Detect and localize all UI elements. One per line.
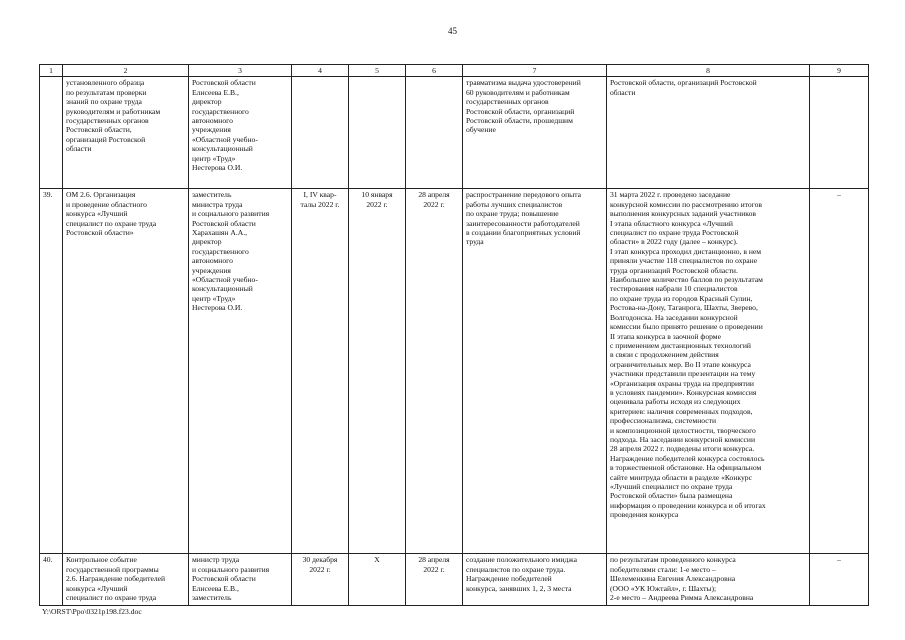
cell-line: Ростовской области, организаций <box>466 106 575 116</box>
cell-line: государственной программы <box>66 564 159 574</box>
cell-line: Волгодонска. На заседании конкурсной <box>610 312 738 322</box>
column-number-9: 9 <box>810 65 869 77</box>
info-cell <box>607 554 810 606</box>
cell-line: государственного <box>192 246 249 256</box>
start-date-cell <box>349 189 406 554</box>
column-number-4: 4 <box>292 65 349 77</box>
file-path-footer: Y:\ORST\Ppo\0321p198.f23.doc <box>42 607 142 616</box>
cell-line: Нестерова О.И. <box>192 163 243 173</box>
cell-line: Елисеева Е.В., <box>192 87 239 97</box>
cell-line: обучение <box>466 125 496 135</box>
cell-line: травматизма выдача удостоверений <box>466 78 581 88</box>
cell-line: ограничительных мер. Во II этапе конкурса <box>610 359 751 369</box>
page-number: 45 <box>448 26 457 36</box>
cell-line: распространение передового опыта <box>466 190 582 200</box>
cell-line: Ростовской области, <box>66 125 132 135</box>
cell-line: «Лучший специалист по охране труда <box>610 482 733 491</box>
cell-line: талы 2022 г. <box>300 199 340 209</box>
cell-line: Ростовской области, прошедшим <box>466 116 573 126</box>
cell-line: 2022 г. <box>423 199 445 209</box>
cell-line: Ростовской области» была размещена <box>610 491 733 501</box>
report-table <box>39 64 869 606</box>
info-cell <box>607 77 810 189</box>
cell-line: конкурсной комиссии по рассмотрению итогов <box>610 199 762 209</box>
cell-line: критериев: наличия современных подходов, <box>610 406 753 416</box>
cell-line: автономного <box>192 116 233 126</box>
cell-line: сайте минтруда области в разделе «Конкурс <box>610 472 752 482</box>
row-number-cell: 39. <box>40 189 63 554</box>
period-cell <box>292 77 349 189</box>
end-date-cell <box>406 77 463 189</box>
cell-line: труда <box>466 237 484 247</box>
row-number-cell <box>40 77 63 189</box>
start-date-cell <box>349 554 406 606</box>
cell-line: Шелеменкина Евгения Александровна <box>610 574 736 584</box>
cell-line: консультационный <box>192 144 253 154</box>
cell-line: организаций Ростовской <box>66 134 146 144</box>
info-cell <box>607 189 810 554</box>
column-number-1: 1 <box>40 65 63 77</box>
cell-line: приняли участие 118 специалистов по охране <box>610 256 758 266</box>
cell-line: и композиционной целостности, творческого <box>610 425 756 435</box>
cell-line: Нестерова О.И. <box>192 303 243 313</box>
cell-line: в связи с продолжением действия <box>610 350 719 360</box>
cell-line: II этапа конкурса в заочной форме <box>610 331 721 341</box>
cell-line: государственного <box>192 106 249 116</box>
note-cell: – <box>810 554 869 606</box>
row-number-cell: 40. <box>40 554 63 606</box>
cell-line: автономного <box>192 256 233 266</box>
cell-line: выполнения конкурсных заданий участников <box>610 209 756 219</box>
cell-line: специалист по охране труда Ростовской <box>610 228 739 238</box>
end-date-cell <box>406 554 463 606</box>
cell-line: в торжественной обстановке. На официальном <box>610 463 762 473</box>
cell-line: конкурса «Лучший <box>66 209 128 219</box>
cell-line: 60 руководителям и работникам <box>466 87 570 97</box>
cell-line: «Областной учебно- <box>192 134 258 144</box>
column-number-7: 7 <box>463 65 607 77</box>
cell-line: специалистов по охране труда. <box>466 564 566 574</box>
cell-line: руководителям и работникам <box>66 106 161 116</box>
cell-line: работы лучших специалистов <box>466 199 563 209</box>
cell-line: заместитель <box>192 190 232 200</box>
cell-line: проведения конкурса <box>610 510 679 520</box>
cell-line: 28 апреля 2022 г. подведены итоги конкурса. <box>610 444 755 454</box>
cell-line: государственных органов <box>66 116 149 126</box>
cell-line: «Организация охраны труда на предприятии <box>610 378 754 388</box>
cell-line: Ростова-на-Дону, Таганрога, Шахты, Зверево, <box>610 303 758 313</box>
event-cell <box>63 554 189 606</box>
cell-line: центр «Труд» <box>192 153 236 163</box>
cell-line: заместитель <box>192 593 232 603</box>
cell-line: по результатам проверки <box>66 87 147 97</box>
column-number-8: 8 <box>607 65 810 77</box>
responsible-cell <box>189 554 292 606</box>
period-cell <box>292 554 349 606</box>
cell-line: 2022 г. <box>366 199 388 209</box>
cell-line: директор <box>192 97 222 107</box>
cell-line: установленного образца <box>66 78 145 88</box>
cell-line: Елисеева Е.В., <box>192 583 239 593</box>
cell-line: учреждения <box>192 265 231 275</box>
cell-line: с применением дистанционных технологий <box>610 340 751 350</box>
table-row <box>40 554 869 606</box>
cell-line: Ростовской области, организаций Ростовской <box>610 78 757 88</box>
cell-line: создание положительного имиджа <box>466 555 577 565</box>
cell-line: государственных органов <box>466 97 549 107</box>
table-row <box>40 77 869 189</box>
cell-line: 2022 г. <box>423 564 445 574</box>
cell-line: ОМ 2.6. Организация <box>66 190 136 200</box>
cell-line: Наибольшее количество баллов по результатам <box>610 275 763 285</box>
cell-line: оценивала работы исходя из следующих <box>610 397 741 407</box>
cell-line: министр труда <box>192 555 240 565</box>
cell-line: 31 марта 2022 г. проведено заседание <box>610 190 731 200</box>
cell-line: Харахашян А.А., <box>192 228 248 238</box>
column-number-2: 2 <box>63 65 189 77</box>
cell-line: учреждения <box>192 125 231 135</box>
cell-line: по результатам проведенного конкурса <box>610 555 736 565</box>
cell-line: Ростовской области» <box>66 228 134 238</box>
cell-line: центр «Труд» <box>192 293 236 303</box>
cell-line: в создании благоприятных условий <box>466 228 581 238</box>
cell-line: по охране труда из городов Красный Сулин, <box>610 293 753 303</box>
cell-line: 2-е место – Андреева Римма Александровна <box>610 593 754 603</box>
column-number-3: 3 <box>189 65 292 77</box>
cell-line: тестирования набрали 10 специалистов <box>610 284 738 294</box>
cell-line: Ростовской области <box>192 574 256 584</box>
cell-line: Награждение победителей конкурса состоялось <box>610 453 765 463</box>
cell-line: области» в 2022 году (далее – конкурс). <box>610 237 738 247</box>
cell-line: в условиях пандемии». Конкурсная комиссия <box>610 387 757 397</box>
responsible-cell <box>189 77 292 189</box>
end-date-cell <box>406 189 463 554</box>
cell-line: и проведение областного <box>66 199 147 209</box>
cell-line: знаний по охране труда <box>66 97 142 107</box>
cell-line: 30 декабря <box>302 555 338 565</box>
cell-line: и социального развития <box>192 564 270 574</box>
cell-line: конкурса «Лучший <box>66 583 128 593</box>
cell-line: области <box>610 87 636 97</box>
cell-line: труда организаций Ростовской области. <box>610 265 738 275</box>
note-cell <box>810 77 869 189</box>
cell-line: I этап конкурса проходил дистанционно, в нем <box>610 246 762 256</box>
cell-line: 2022 г. <box>309 564 331 574</box>
cell-line: I, IV квар- <box>303 190 337 200</box>
note-cell: – <box>810 189 869 554</box>
cell-line: заинтересованности работодателей <box>466 218 580 228</box>
cell-line: консультационный <box>192 284 253 294</box>
event-cell <box>63 77 189 189</box>
period-cell <box>292 189 349 554</box>
cell-line: специалист по охране труда <box>66 218 157 228</box>
column-number-6: 6 <box>406 65 463 77</box>
event-cell <box>63 189 189 554</box>
cell-line: Ростовской области <box>192 78 256 88</box>
cell-line: (ООО «УК Южтайл», г. Шахты); <box>610 583 717 593</box>
start-date-cell <box>349 77 406 189</box>
cell-line: по охране труда; повышение <box>466 209 559 219</box>
table-header-row <box>40 65 869 77</box>
cell-line: области <box>66 144 92 154</box>
result-cell <box>463 554 607 606</box>
cell-line: информация о проведении конкурса и об итогах <box>610 500 766 510</box>
table-row <box>40 189 869 554</box>
cell-line: Ростовской области <box>192 218 256 228</box>
cell-line: 28 апреля <box>418 555 450 565</box>
result-cell <box>463 77 607 189</box>
responsible-cell <box>189 189 292 554</box>
cell-line: «Областной учебно- <box>192 275 258 285</box>
cell-line: 28 апреля <box>418 190 450 200</box>
cell-line: комиссии было принято решение о проведении <box>610 322 763 332</box>
cell-line: директор <box>192 237 222 247</box>
cell-line: и социального развития <box>192 209 270 219</box>
cell-line: X <box>374 555 380 565</box>
cell-line: профессионализма, системности <box>610 416 717 426</box>
cell-line: 2.6. Награждение победителей <box>66 574 166 584</box>
cell-line: победителями стали: 1-е место – <box>610 564 716 574</box>
cell-line: специалист по охране труда <box>66 593 157 603</box>
cell-line: конкурса, занявших 1, 2, 3 места <box>466 583 572 593</box>
cell-line: I этапа областного конкурса «Лучший <box>610 218 733 228</box>
cell-line: Контрольное событие <box>66 555 137 565</box>
result-cell <box>463 189 607 554</box>
cell-line: 10 января <box>361 190 393 200</box>
cell-line: участники представили презентации на тему <box>610 369 756 379</box>
cell-line: подхода. На заседании конкурсной комиссии <box>610 434 756 444</box>
cell-line: министра труда <box>192 199 243 209</box>
cell-line: Награждение победителей <box>466 574 552 584</box>
column-number-5: 5 <box>349 65 406 77</box>
